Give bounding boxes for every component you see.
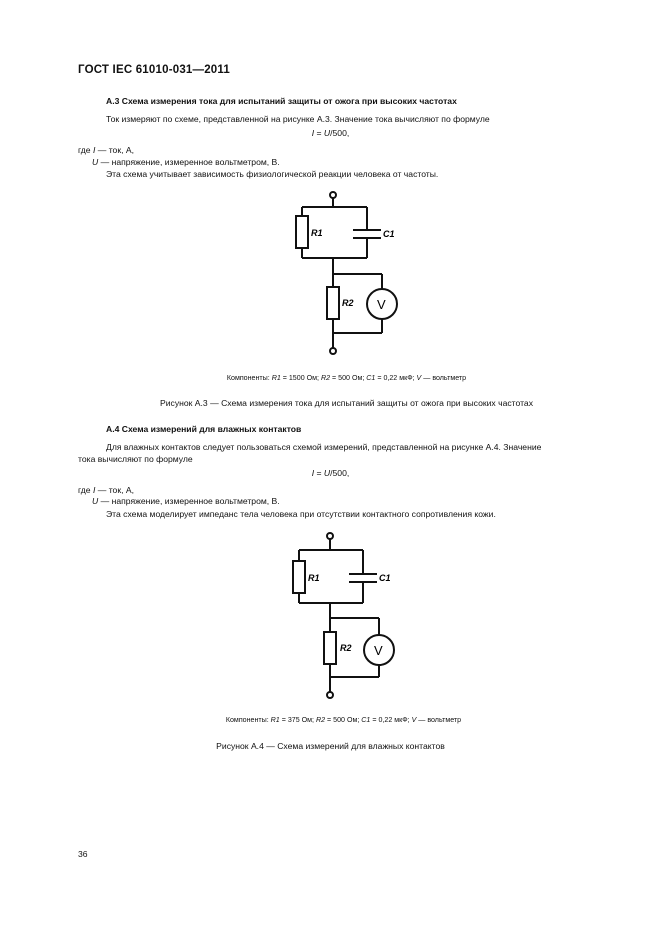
- terminal-bottom: [327, 692, 333, 698]
- component-c1-value: = 0,22 мкФ;: [375, 374, 417, 382]
- components-prefix: Компоненты:: [225, 716, 271, 724]
- page-number: 36: [78, 849, 88, 859]
- formula-divisor: /500,: [330, 468, 350, 478]
- r1-label: R1: [311, 228, 323, 238]
- section-a4-heading: А.4 Схема измерений для влажных контактов: [106, 424, 302, 434]
- where-current-symbol: I: [92, 485, 96, 495]
- document-header: ГОСТ IEC 61010-031—2011: [78, 64, 230, 76]
- component-r2: R2: [315, 716, 326, 724]
- formula-current-symbol: I: [311, 468, 315, 478]
- section-a3-heading: А.3 Схема измерения тока для испытаний защиты от ожога при высоких частотах: [106, 96, 457, 106]
- section-a4-paragraph-2: Эта схема моделирует импеданс тела человека при отсутствии контактного сопротивления кожи.: [106, 509, 496, 519]
- r2-label: R2: [340, 643, 352, 653]
- section-a4-paragraph-line1: Для влажных контактов следует пользоваться схемой измерений, представленной на рисунке А.4. Значение: [106, 442, 542, 452]
- r2-label: R2: [342, 298, 354, 308]
- components-prefix: Компоненты:: [226, 374, 272, 382]
- voltmeter-label: V: [377, 297, 386, 312]
- formula-divisor: /500,: [330, 128, 350, 138]
- resistor-r1: [293, 561, 305, 593]
- formula-equals: =: [314, 468, 324, 478]
- where-current-text: — ток, А,: [95, 485, 134, 495]
- c1-label: C1: [379, 573, 391, 583]
- component-v-value: — вольтметр: [421, 374, 467, 382]
- section-a3-paragraph-2: Эта схема учитывает зависимость физиологической реакции человека от частоты.: [106, 169, 439, 179]
- figure-a4-caption: Рисунок А.4 — Схема измерений для влажных контактов: [216, 741, 445, 751]
- formula-voltage-symbol: U: [323, 128, 331, 138]
- figure-a3-caption: Рисунок А.3 — Схема измерения тока для испытаний защиты от ожога при высоких частотах: [160, 398, 533, 408]
- component-v: V: [416, 374, 422, 382]
- where-voltage-text: — напряжение, измеренное вольтметром, В.: [98, 496, 280, 506]
- r1-label: R1: [308, 573, 320, 583]
- component-r1-value: = 375 Ом;: [279, 716, 316, 724]
- where-current-text: — ток, А,: [95, 145, 134, 155]
- where-voltage-text: — напряжение, измеренное вольтметром, В.: [98, 157, 280, 167]
- component-r1-value: = 1500 Ом;: [280, 374, 321, 382]
- c1-label: C1: [383, 229, 395, 239]
- component-r2: R2: [320, 374, 331, 382]
- where-current-symbol: I: [92, 145, 96, 155]
- component-r1: R1: [270, 716, 280, 724]
- formula-equals: =: [314, 128, 324, 138]
- where-voltage-symbol: U: [92, 157, 99, 167]
- section-a3-paragraph: Ток измеряют по схеме, представленной на рисунке А.3. Значение тока вычисляют по формуле: [106, 114, 490, 124]
- component-c1-value: = 0,22 мкФ;: [370, 716, 412, 724]
- component-r2-value: = 500 Ом;: [330, 374, 367, 382]
- resistor-r2: [324, 632, 336, 664]
- formula-voltage-symbol: U: [323, 468, 331, 478]
- formula-current-symbol: I: [311, 128, 315, 138]
- voltmeter-label: V: [374, 643, 383, 658]
- component-c1: C1: [366, 374, 376, 382]
- where-prefix: где: [78, 145, 93, 155]
- where-prefix: где: [78, 485, 93, 495]
- component-v: V: [411, 716, 417, 724]
- component-c1: C1: [361, 716, 371, 724]
- terminal-top: [327, 533, 333, 539]
- component-r2-value: = 500 Ом;: [325, 716, 362, 724]
- section-a4-paragraph-line2: тока вычисляют по формуле: [78, 454, 193, 464]
- component-r1: R1: [271, 374, 281, 382]
- figure-a4-components: [0, 716, 661, 724]
- component-v-value: — вольтметр: [416, 716, 462, 724]
- where-voltage-symbol: U: [92, 496, 99, 506]
